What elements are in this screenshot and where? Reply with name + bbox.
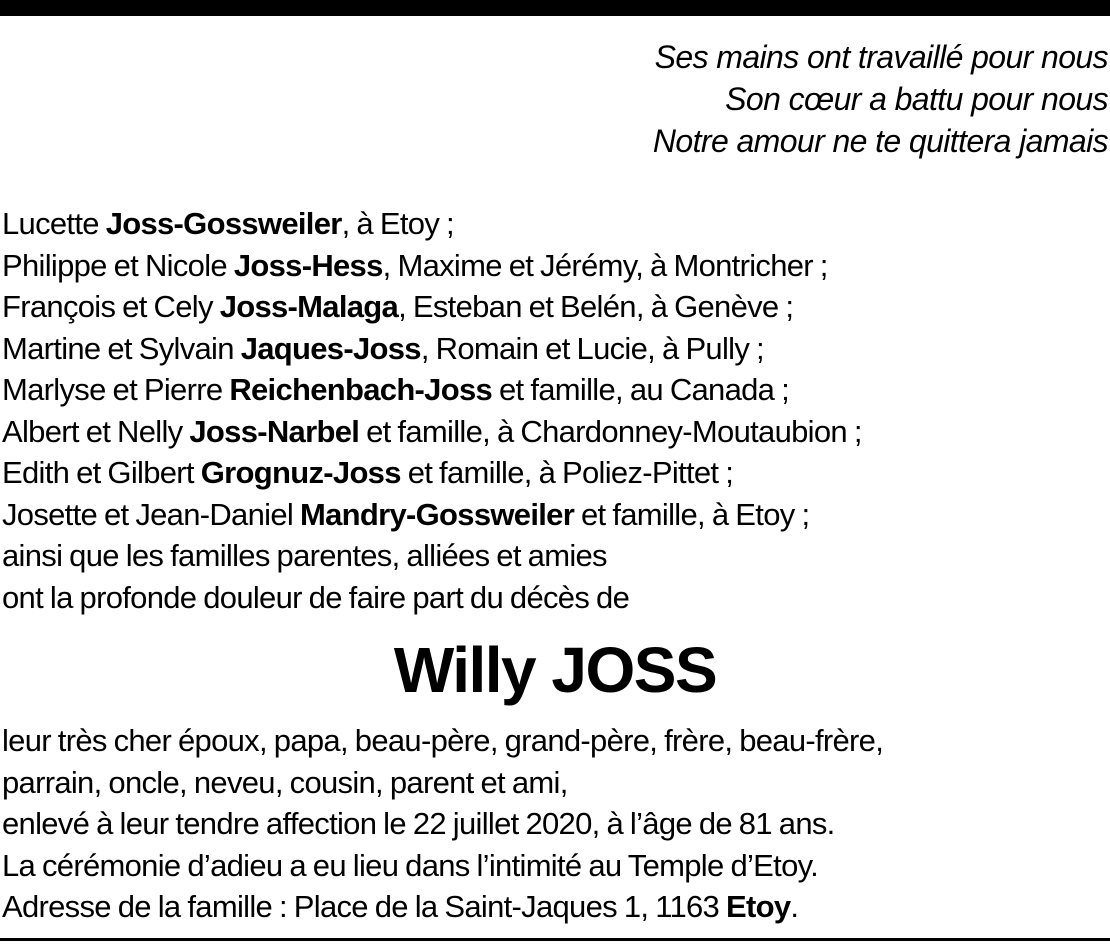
epigraph-line: Notre amour ne te quittera jamais	[652, 123, 1108, 159]
family-surname: Jaques-Joss	[240, 330, 421, 366]
family-line: Lucette Joss-Gossweiler, à Etoy ;	[2, 206, 454, 241]
family-surname: Mandry-Gossweiler	[299, 496, 575, 532]
family-list	[2, 203, 862, 618]
details-line: enlevé à leur tendre affection le 22 juillet 2020, à l’âge de 81 ans.	[2, 806, 835, 841]
epigraph-line: Ses mains ont travaillé pour nous	[654, 39, 1108, 75]
family-surname: Grognuz-Joss	[200, 455, 401, 490]
details-line: La cérémonie d’adieu a eu lieu dans l’intimité au Temple d’Etoy.	[2, 847, 819, 883]
family-line: François et Cely Joss-Malaga, Esteban et Belén, à Genève ;	[2, 289, 794, 324]
family-line: Edith et Gilbert Grognuz-Joss et famille, à Poliez-Pittet ;	[2, 455, 734, 490]
family-line: Philippe et Nicole Joss-Hess, Maxime et Jérémy, à Montricher ;	[2, 247, 828, 283]
details-line: leur très cher époux, papa, beau-père, grand-père, frère, beau-frère,	[2, 723, 884, 758]
bottom-border-rule	[0, 938, 1110, 941]
obituary-details	[2, 720, 883, 928]
family-surname: Joss-Gossweiler	[105, 206, 342, 241]
family-line: Josette et Jean-Daniel Mandry-Gossweiler et famille, à Etoy ;	[2, 496, 810, 532]
family-surname: Reichenbach-Joss	[229, 372, 493, 407]
epigraph-line: Son cœur a battu pour nous	[725, 81, 1108, 117]
family-line: Marlyse et Pierre Reichenbach-Joss et famille, au Canada ;	[2, 372, 790, 407]
deceased-name: Willy JOSS	[393, 634, 717, 706]
top-border-rule	[0, 0, 1110, 16]
family-line: ont la profonde douleur de faire part du décès de	[2, 579, 630, 615]
family-address: Adresse de la famille : Place de la Saint-Jaques 1, 1163 Etoy.	[2, 889, 799, 924]
family-surname: Joss-Malaga	[219, 289, 399, 324]
family-surname: Joss-Hess	[233, 247, 383, 283]
family-line: Albert et Nelly Joss-Narbel et famille, à Chardonney-Moutaubion ;	[2, 413, 862, 449]
epigraph	[653, 36, 1108, 162]
details-line: parrain, oncle, neveu, cousin, parent et ami,	[2, 764, 568, 800]
family-line: ainsi que les familles parentes, alliées et amies	[2, 538, 607, 573]
address-town: Etoy	[725, 889, 791, 924]
family-line: Martine et Sylvain Jaques-Joss, Romain et Lucie, à Pully ;	[2, 330, 764, 366]
family-surname: Joss-Narbel	[189, 413, 360, 449]
